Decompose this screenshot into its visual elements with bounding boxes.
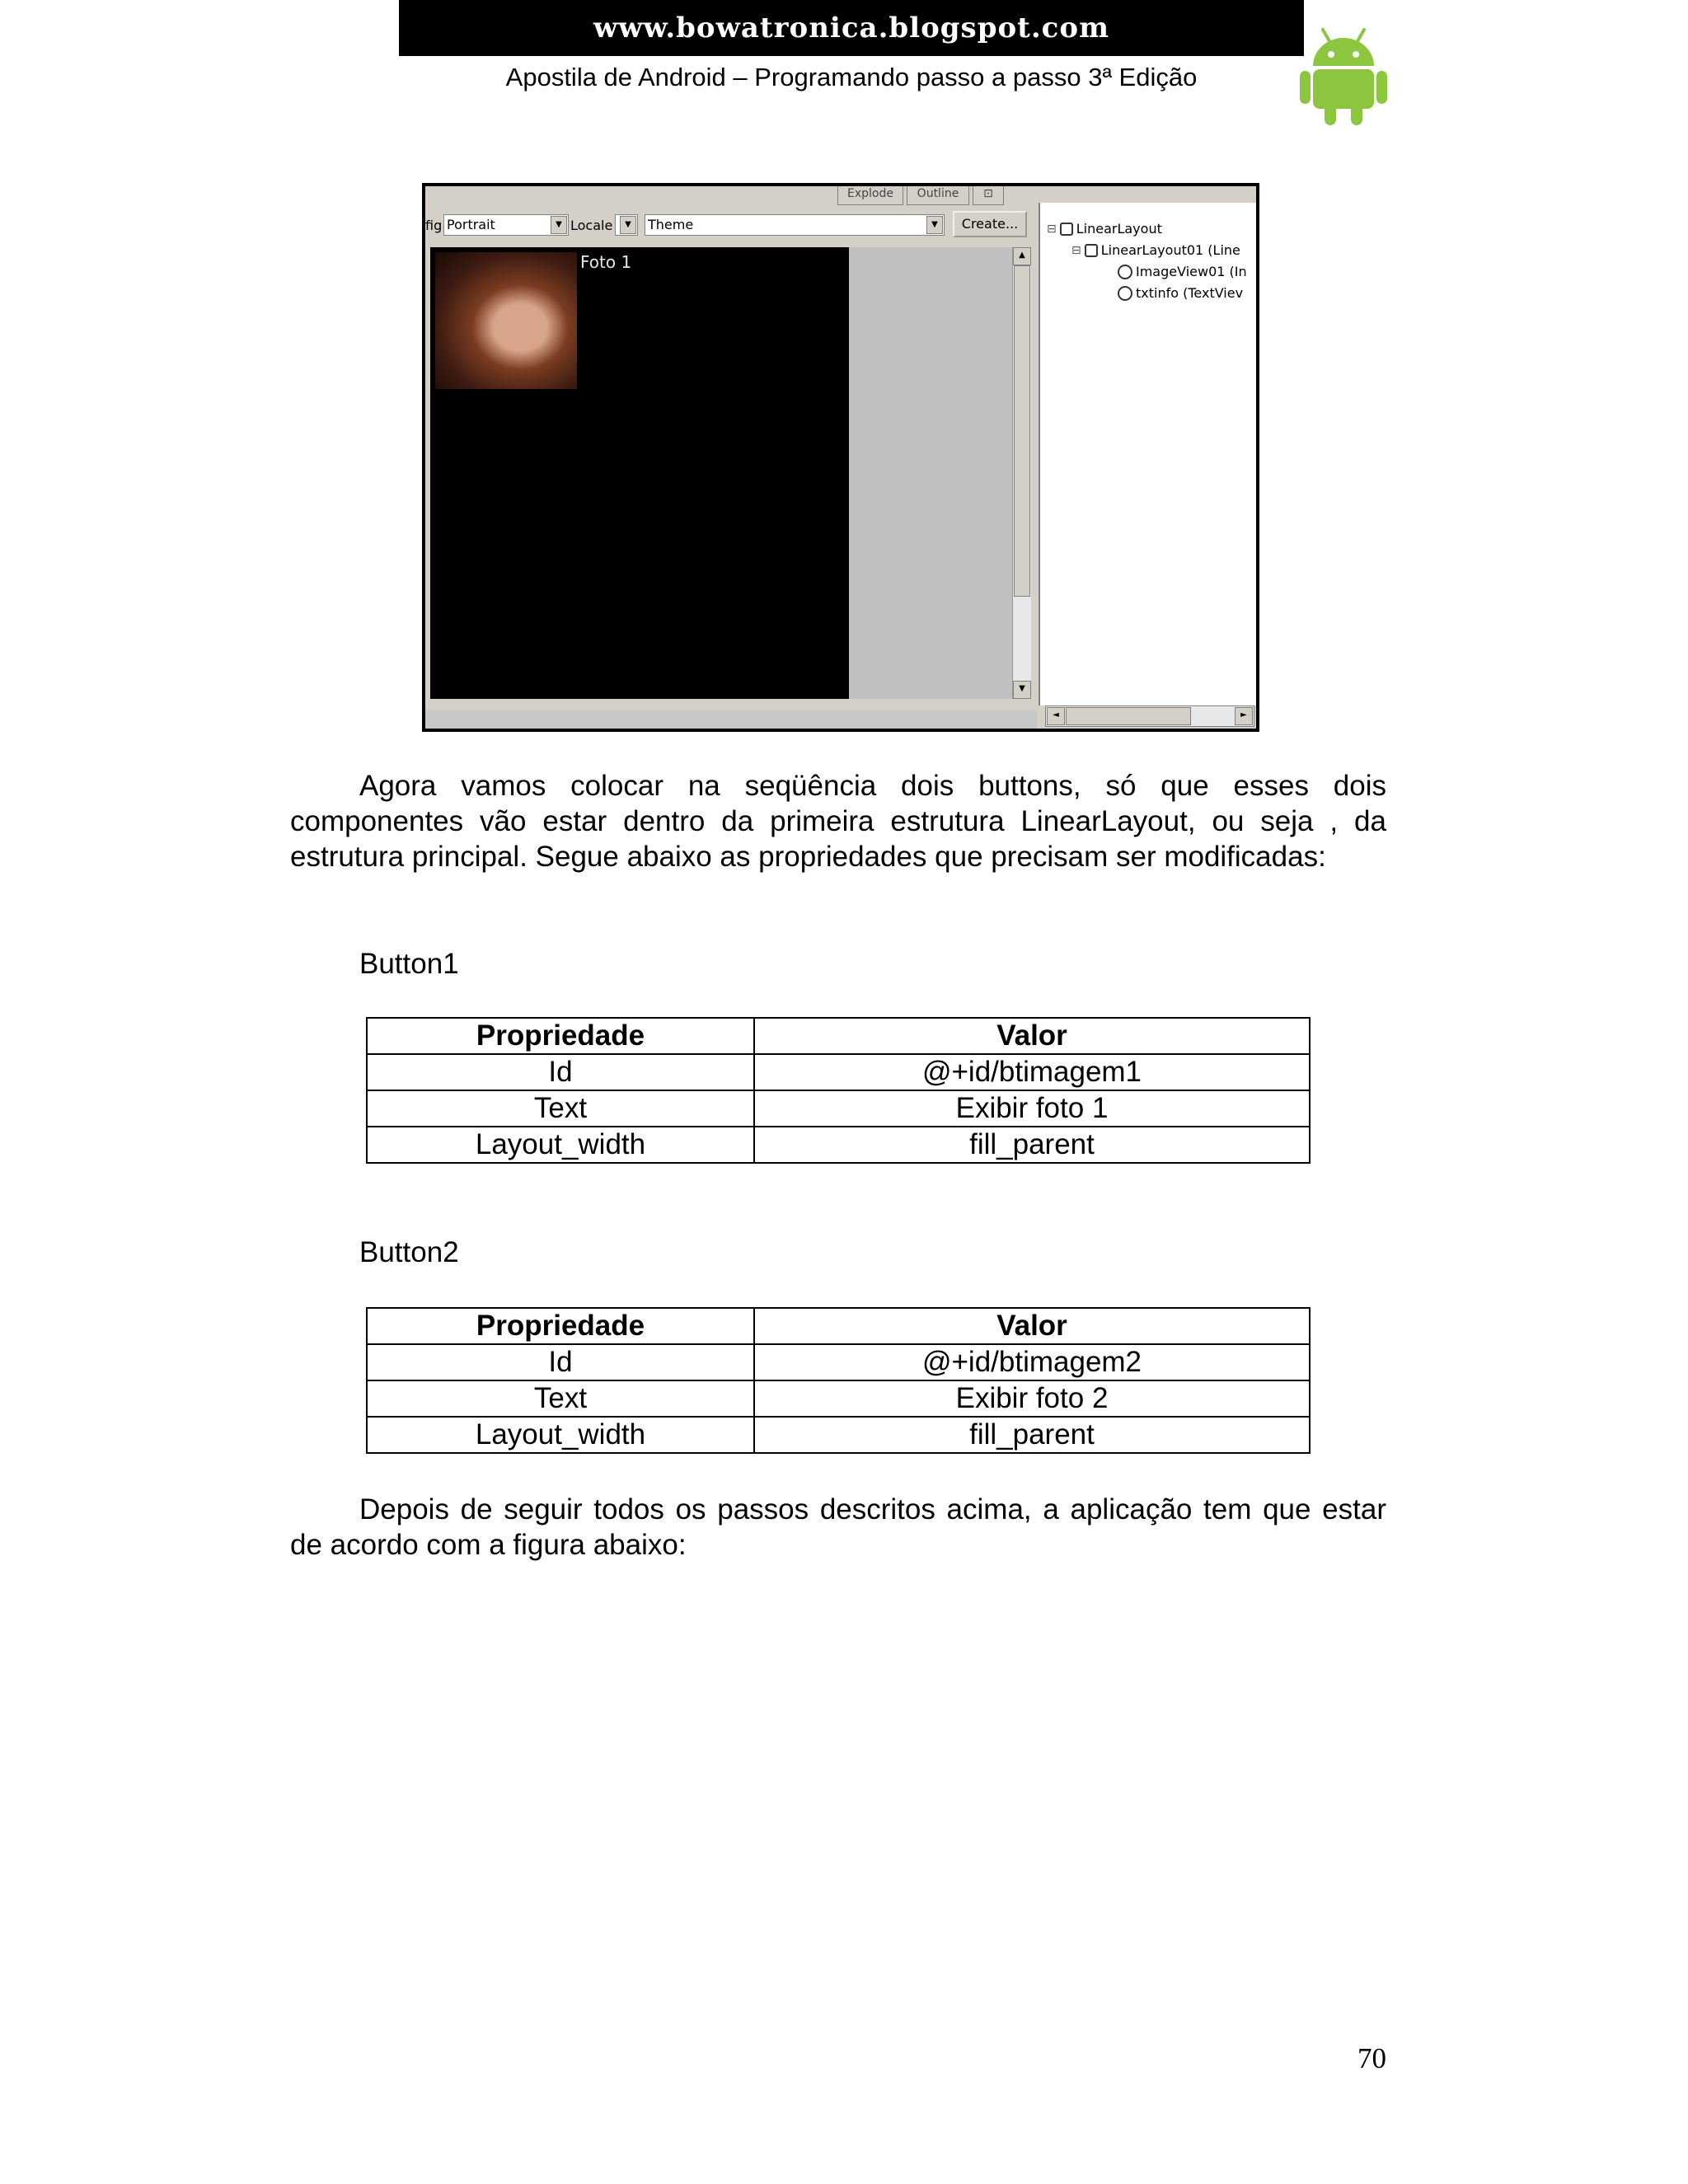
outline-item-imageview01[interactable] bbox=[1118, 264, 1247, 279]
scroll-thumb[interactable] bbox=[1014, 265, 1030, 597]
table-row bbox=[367, 1380, 1310, 1417]
table-row bbox=[367, 1417, 1310, 1453]
column-header: Propriedade bbox=[367, 1018, 754, 1054]
text-view-preview[interactable]: Foto 1 bbox=[580, 252, 632, 272]
table-row bbox=[367, 1090, 1310, 1127]
outline-item-label: ImageView01 (In bbox=[1136, 264, 1247, 279]
table-cell: Exibir foto 2 bbox=[754, 1380, 1310, 1417]
scroll-down-icon[interactable]: ▼ bbox=[1013, 681, 1031, 699]
tab-explode[interactable]: Explode bbox=[837, 186, 903, 205]
config-label: fig bbox=[425, 218, 443, 233]
orientation-value: Portrait bbox=[447, 217, 495, 232]
button2-heading: Button2 bbox=[359, 1236, 459, 1268]
table-cell: fill_parent bbox=[754, 1127, 1310, 1163]
header-banner: www.bowatronica.blogspot.com bbox=[399, 0, 1304, 56]
ide-screenshot bbox=[422, 183, 1259, 732]
button2-properties-table bbox=[366, 1307, 1311, 1454]
layout-box-icon bbox=[1060, 223, 1073, 236]
outline-item-label: txtinfo (TextViev bbox=[1136, 285, 1244, 301]
scroll-left-icon[interactable]: ◄ bbox=[1047, 707, 1065, 725]
tab-outline[interactable]: Outline bbox=[907, 186, 969, 205]
scroll-right-icon[interactable]: ► bbox=[1235, 707, 1253, 725]
column-header: Valor bbox=[754, 1018, 1310, 1054]
table-cell: Exibir foto 1 bbox=[754, 1090, 1310, 1127]
outline-item-label: LinearLayout01 (Line bbox=[1100, 242, 1240, 258]
outline-horizontal-scrollbar[interactable] bbox=[1045, 705, 1254, 727]
table-cell: Id bbox=[367, 1344, 754, 1380]
collapse-icon[interactable]: ⊟ bbox=[1071, 243, 1081, 257]
column-header: Valor bbox=[754, 1308, 1310, 1344]
page-number: 70 bbox=[1357, 2042, 1386, 2074]
orientation-select[interactable] bbox=[443, 214, 569, 236]
locale-label: Locale bbox=[570, 218, 613, 233]
table-cell: Layout_width bbox=[367, 1417, 754, 1453]
table-header-row bbox=[367, 1018, 1310, 1054]
device-preview bbox=[430, 247, 849, 699]
android-robot-icon bbox=[1298, 25, 1389, 125]
outline-item-txtinfo[interactable] bbox=[1118, 285, 1243, 301]
outline-item-linearlayout[interactable] bbox=[1047, 221, 1162, 237]
closing-paragraph: Depois de seguir todos os passos descritos acima, a aplicação tem que estar de acordo com a figura abaixo: bbox=[290, 1493, 1386, 1561]
chevron-down-icon[interactable]: ▼ bbox=[551, 216, 567, 234]
table-cell: fill_parent bbox=[754, 1417, 1310, 1453]
locale-select[interactable] bbox=[615, 214, 638, 236]
button1-heading: Button1 bbox=[359, 948, 459, 980]
scroll-up-icon[interactable]: ▲ bbox=[1013, 247, 1031, 265]
create-button[interactable]: Create... bbox=[953, 211, 1027, 237]
view-circle-icon bbox=[1118, 286, 1132, 301]
theme-value: Theme bbox=[648, 217, 694, 232]
outline-item-label: LinearLayout bbox=[1076, 221, 1162, 237]
canvas-footer bbox=[425, 710, 1037, 732]
chevron-down-icon[interactable]: ▼ bbox=[620, 216, 636, 234]
column-header: Propriedade bbox=[367, 1308, 754, 1344]
table-row bbox=[367, 1344, 1310, 1380]
table-cell: Text bbox=[367, 1380, 754, 1417]
table-cell: Layout_width bbox=[367, 1127, 754, 1163]
outline-panel bbox=[1039, 203, 1256, 705]
collapse-icon[interactable]: ⊟ bbox=[1047, 222, 1057, 236]
layout-box-icon bbox=[1085, 244, 1098, 257]
document-subtitle: Apostila de Android – Programando passo a passo 3ª Edição bbox=[505, 63, 1198, 91]
theme-select[interactable] bbox=[645, 214, 945, 236]
chevron-down-icon[interactable]: ▼ bbox=[926, 216, 943, 234]
table-cell: @+id/btimagem2 bbox=[754, 1344, 1310, 1380]
table-row bbox=[367, 1127, 1310, 1163]
canvas-vertical-scrollbar[interactable] bbox=[1012, 247, 1031, 699]
button1-properties-table bbox=[366, 1017, 1311, 1164]
layout-toggle-icon[interactable]: ⊡ bbox=[973, 186, 1004, 205]
intro-paragraph: Agora vamos colocar na seqüência dois buttons, só que esses dois componentes vão estar dentro da primeira estrutura LinearLayout, ou seja , da estrutura principal. Segue abaixo as propriedades que precisam ser modificadas: bbox=[290, 770, 1386, 873]
view-circle-icon bbox=[1118, 265, 1132, 279]
table-cell: Id bbox=[367, 1054, 754, 1090]
table-row bbox=[367, 1054, 1310, 1090]
table-cell: Text bbox=[367, 1090, 754, 1127]
layout-canvas[interactable] bbox=[430, 247, 1024, 699]
image-view-preview[interactable] bbox=[435, 252, 577, 389]
table-cell: @+id/btimagem1 bbox=[754, 1054, 1310, 1090]
scroll-thumb[interactable] bbox=[1066, 707, 1191, 725]
table-header-row bbox=[367, 1308, 1310, 1344]
outline-item-linearlayout01[interactable] bbox=[1071, 242, 1240, 258]
